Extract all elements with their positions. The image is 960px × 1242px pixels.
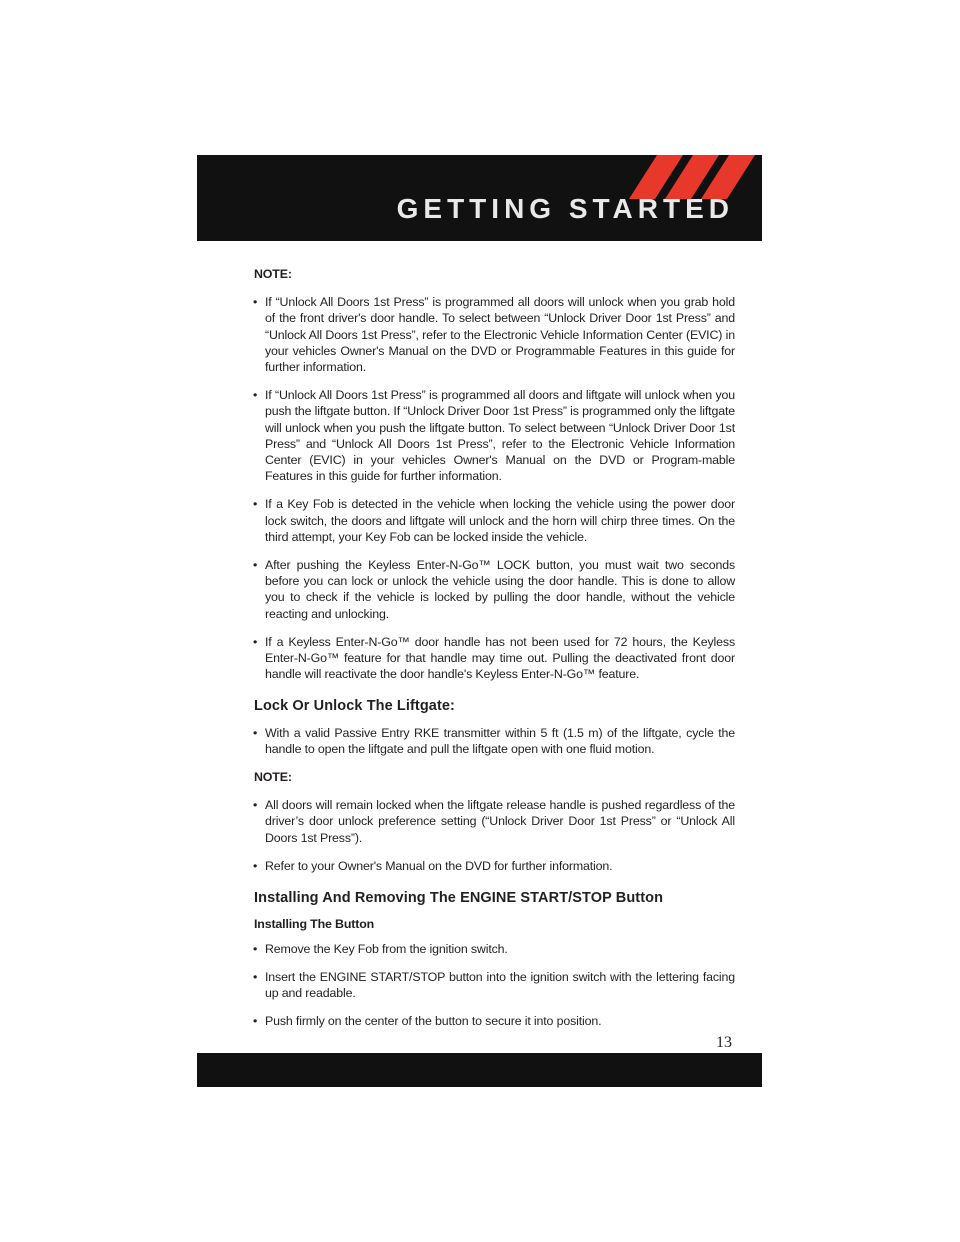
engine-button-heading: Installing And Removing The ENGINE START/STOP Button — [254, 890, 664, 907]
section-title: GETTING STARTED — [396, 193, 734, 224]
list-item: • If “Unlock All Doors 1st Press” is programmed all doors will unlock when you grab hold of the front driver's door handle. To select between “Unlock Driver Door 1st Press” and “Unlock All Doors 1st Press”, refer to the Electronic Vehicle Information Center (EVIC) in your vehicles Owner's Manual on the DVD or Programmable Features in this guide for further information. — [253, 295, 735, 375]
section-header-bar — [197, 155, 762, 241]
list-item: • Insert the ENGINE START/STOP button into the ignition switch with the lettering facing up and readable. — [253, 969, 735, 1000]
list-item: • If a Key Fob is detected in the vehicle when locking the vehicle using the power door lock switch, the doors and liftgate will unlock and the horn will chirp three times. On the third attempt, your Key Fob can be locked inside the vehicle. — [253, 497, 735, 544]
note-bullet-list — [254, 294, 735, 682]
page-content — [254, 266, 735, 1041]
list-item: • All doors will remain locked when the liftgate release handle is pushed regardless of the driver’s door unlock preference setting (“Unlock Driver Door 1st Press” or “Unlock All Doors 1st Press”). — [253, 798, 735, 845]
list-item: • If a Keyless Enter-N-Go™ door handle has not been used for 72 hours, the Keyless Enter-N-Go™ feature for that handle may time out. Pulling the deactivated front door handle will reactivate the door handle's Keyless Enter-N-Go™ feature. — [253, 634, 735, 682]
note-label: NOTE: — [254, 267, 292, 281]
note-label: NOTE: — [254, 770, 292, 785]
list-item: • After pushing the Keyless Enter-N-Go™ LOCK button, you must wait two seconds before you can lock or unlock the vehicle using the door handle. This is done to allow you to check if the vehicle is locked by pulling the door handle, without the vehicle reacting and unlocking. — [253, 558, 735, 621]
list-item: • With a valid Passive Entry RKE transmitter within 5 ft (1.5 m) of the liftgate, cycle the handle to open the liftgate and pull the liftgate open with one fluid motion. — [253, 725, 735, 756]
list-item: • Refer to your Owner's Manual on the DVD for further information. — [253, 858, 613, 873]
list-item: • Push firmly on the center of the button to secure it into position. — [253, 1014, 602, 1029]
footer-bar — [197, 1053, 762, 1087]
installing-subheading: Installing The Button — [254, 917, 375, 932]
list-item: • Remove the Key Fob from the ignition switch. — [253, 941, 508, 956]
list-item: • If “Unlock All Doors 1st Press” is programmed all doors and liftgate will unlock when you push the liftgate button. If “Unlock Driver Door 1st Press” is programmed only the liftgate will unlock when you push the liftgate button. To select between “Unlock Driver Door 1st Press” and “Unlock All Doors 1st Press”, refer to the Electronic Vehicle Information Center (EVIC) in your vehicles Owner's Manual on the DVD or Program-mable Features in this guide for further information. — [253, 388, 735, 484]
page-number: 13 — [716, 1034, 732, 1051]
liftgate-heading: Lock Or Unlock The Liftgate: — [254, 698, 455, 715]
